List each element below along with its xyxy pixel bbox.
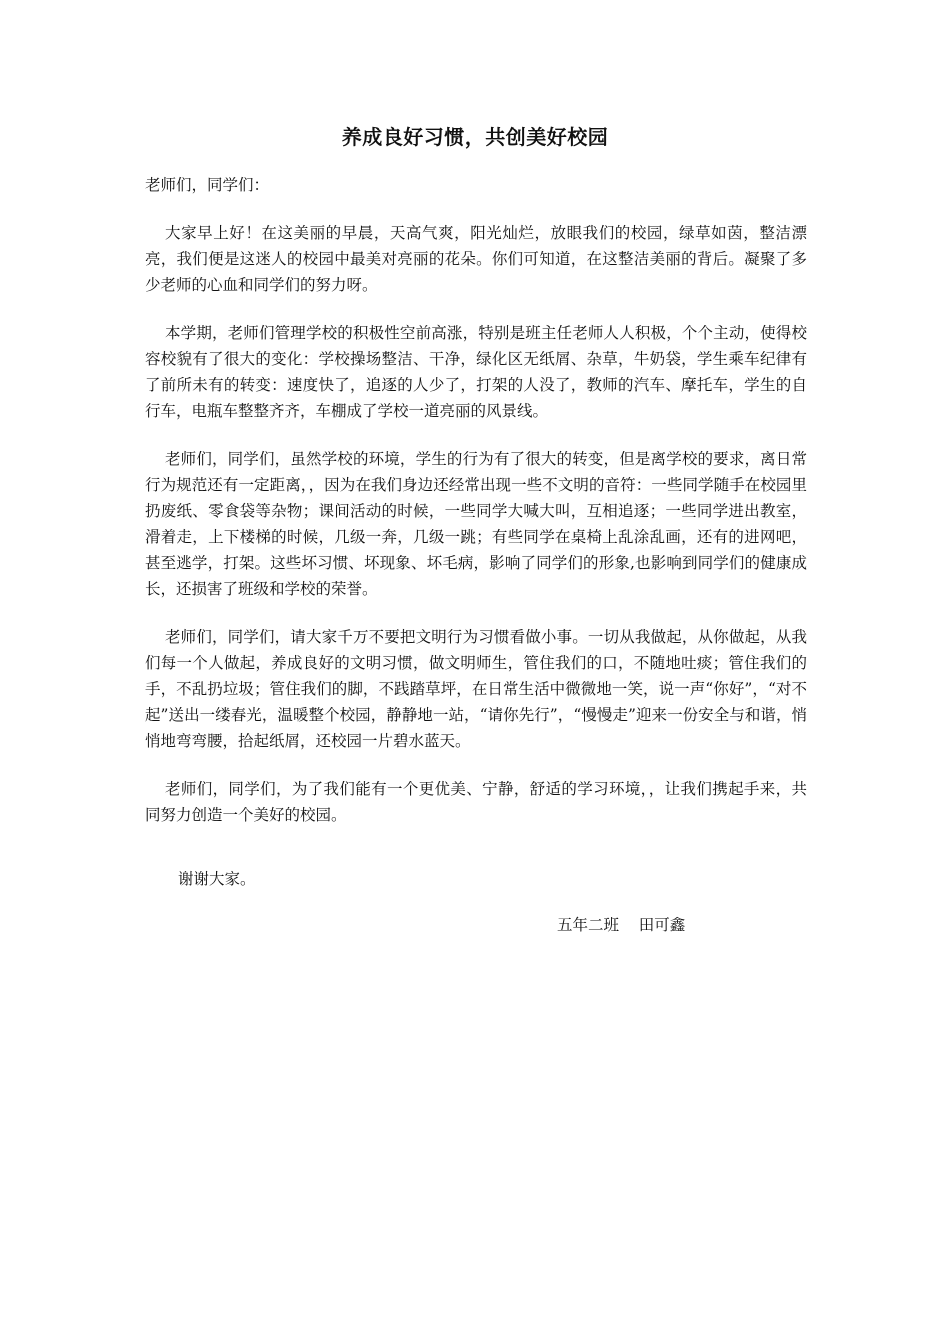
closing-line: 谢谢大家。 <box>178 870 256 888</box>
paragraph: 老师们，同学们，请大家千万不要把文明行为习惯看做小事。一切从我做起，从你做起，从我们每一个人做起，养成良好的文明习惯，做文明师生，管住我们的口，不随地吐痰；管住我们的手，不乱扔垃圾；管住我们的脚，不践踏草坪，在日常生活中微微地一笑，说一声“你好”，“对不起”送出一缕春光，温暖整个校园，静静地一站，“请你先行”，“慢慢走”迎来一份安全与和谐，悄悄地弯弯腰，拾起纸屑，还校园一片碧水蓝天。 <box>145 628 807 750</box>
document-body <box>145 172 807 850</box>
paragraph: 老师们，同学们，为了我们能有一个更优美、宁静，舒适的学习环境，，让我们携起手来，共同努力创造一个美好的校园。 <box>145 780 807 824</box>
paragraph: 老师们，同学们，虽然学校的环境，学生的行为有了很大的转变，但是离学校的要求，离日常行为规范还有一定距离，，因为在我们身边还经常出现一些不文明的音符：一些同学随手在校园里扔废纸、零食袋等杂物；课间活动的时候，一些同学大喊大叫，互相追逐；一些同学进出教室，滑着走，上下楼梯的时候，几级一奔，几级一跳；有些同学在桌椅上乱涂乱画，还有的进网吧，甚至逃学，打架。这些坏习惯、坏现象、坏毛病，影响了同学们的形象,也影响到同学们的健康成长，还损害了班级和学校的荣誉。 <box>145 450 807 598</box>
paragraph: 大家早上好！在这美丽的早晨，天高气爽，阳光灿烂，放眼我们的校园，绿草如茵，整洁漂亮，我们便是这迷人的校园中最美对亮丽的花朵。你们可知道，在这整洁美丽的背后。凝聚了多少老师的心血和同学们的努力呀。 <box>145 224 807 294</box>
signature: 五年二班 田可鑫 <box>557 916 686 934</box>
salutation: 老师们，同学们： <box>145 176 270 194</box>
document-title: 养成良好习惯，共创美好校园 <box>341 125 609 149</box>
paragraph: 本学期，老师们管理学校的积极性空前高涨，特别是班主任老师人人积极，个个主动，使得校容校貌有了很大的变化：学校操场整洁、干净，绿化区无纸屑、杂草，牛奶袋，学生乘车纪律有了前所未有的转变：速度快了，追逐的人少了，打架的人没了，教师的汽车、摩托车，学生的自行车，电瓶车整整齐齐，车棚成了学校一道亮丽的风景线。 <box>145 324 807 420</box>
